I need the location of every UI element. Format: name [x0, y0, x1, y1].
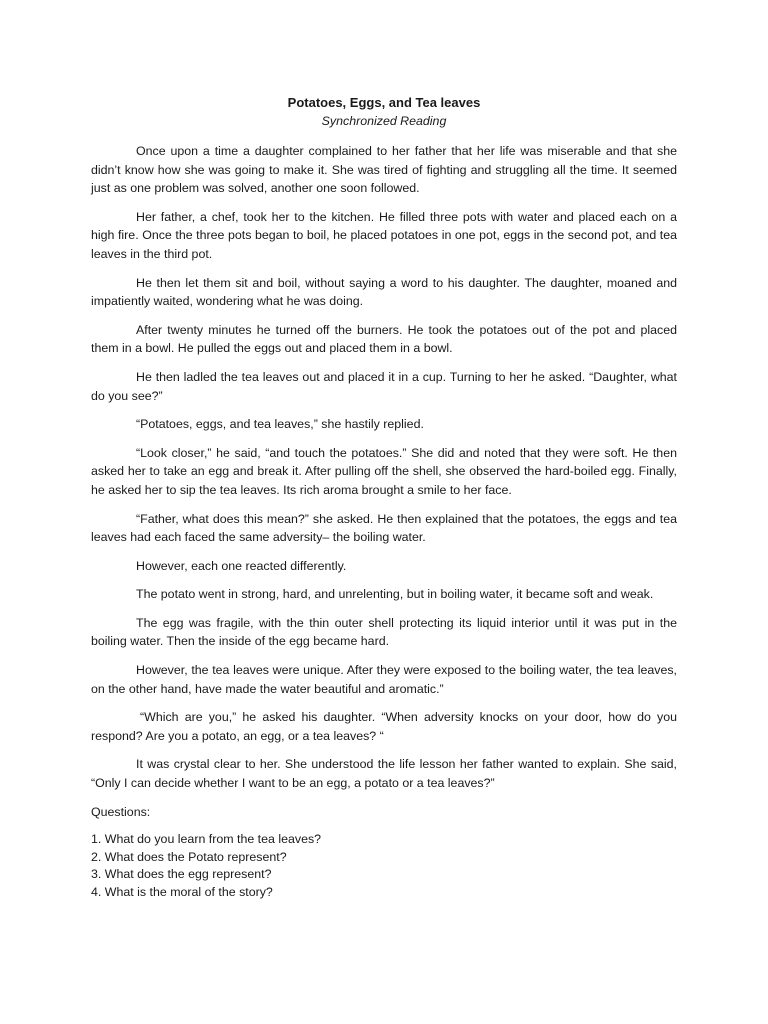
paragraph-9: However, each one reacted differently. — [136, 558, 347, 573]
paragraph-8: “Father, what does this mean?” she asked. He then explained that the potatoes, the eggs and tea leaves had each faced the same adversity– the boiling water. — [91, 511, 677, 545]
question-item: 1. What do you learn from the tea leaves? — [91, 832, 322, 847]
paragraph-11: The egg was fragile, with the thin outer shell protecting its liquid interior until it was put in the boiling water. Then the inside of the egg became hard. — [91, 615, 677, 649]
question-item: 2. What does the Potato represent? — [91, 849, 287, 864]
document-title: Potatoes, Eggs, and Tea leaves — [287, 95, 481, 110]
paragraph-6: “Potatoes, eggs, and tea leaves,” she hastily replied. — [136, 417, 424, 432]
paragraph-13: “Which are you,” he asked his daughter. “When adversity knocks on your door, how do you respond? Are you a potato, an egg, or a tea leaves? “ — [91, 710, 677, 743]
paragraph-7: “Look closer,” he said, “and touch the potatoes.” She did and noted that they were soft. He then asked her to take an egg and break it. After pulling off the shell, she observed the hard-boiled egg. Finally, he asked her to sip the tea leaves. Its rich aroma brought a smile to her face. — [91, 445, 677, 497]
paragraph-3: He then let them sit and boil, without saying a word to his daughter. The daughter, moaned and impatiently waited, wondering what he was doing. — [91, 275, 677, 309]
question-item: 3. What does the egg represent? — [91, 867, 272, 882]
paragraph-10: The potato went in strong, hard, and unrelenting, but in boiling water, it became soft and weak. — [136, 587, 654, 602]
paragraph-5: He then ladled the tea leaves out and placed it in a cup. Turning to her he asked. “Daughter, what do you see?” — [91, 369, 677, 403]
questions-list — [91, 831, 677, 901]
paragraph-4: After twenty minutes he turned off the burners. He took the potatoes out of the pot and placed them in a bowl. He pulled the eggs out and placed them in a bowl. — [91, 322, 677, 356]
document-subtitle: Synchronized Reading — [321, 114, 447, 128]
paragraph-14: It was crystal clear to her. She understood the life lesson her father wanted to explain. She said, “Only I can decide whether I want to be an egg, a potato or a tea leaves?” — [91, 757, 677, 791]
question-item: 4. What is the moral of the story? — [91, 885, 273, 899]
paragraph-1: Once upon a time a daughter complained to her father that her life was miserable and that she didn’t know how she was going to make it. She was tired of fighting and struggling all the time. It seemed just as one problem was solved, another one soon followed. — [91, 144, 677, 196]
questions-heading: Questions: — [91, 804, 151, 819]
paragraph-2: Her father, a chef, took her to the kitchen. He filled three pots with water and placed each on a high fire. Once the three pots began to boil, he placed potatoes in one pot, eggs in the second pot, and tea leaves in the third pot. — [91, 209, 677, 261]
paragraph-12: However, the tea leaves were unique. After they were exposed to the boiling water, the tea leaves, on the other hand, have made the water beautiful and aromatic.” — [91, 663, 677, 696]
document-page — [91, 94, 677, 902]
